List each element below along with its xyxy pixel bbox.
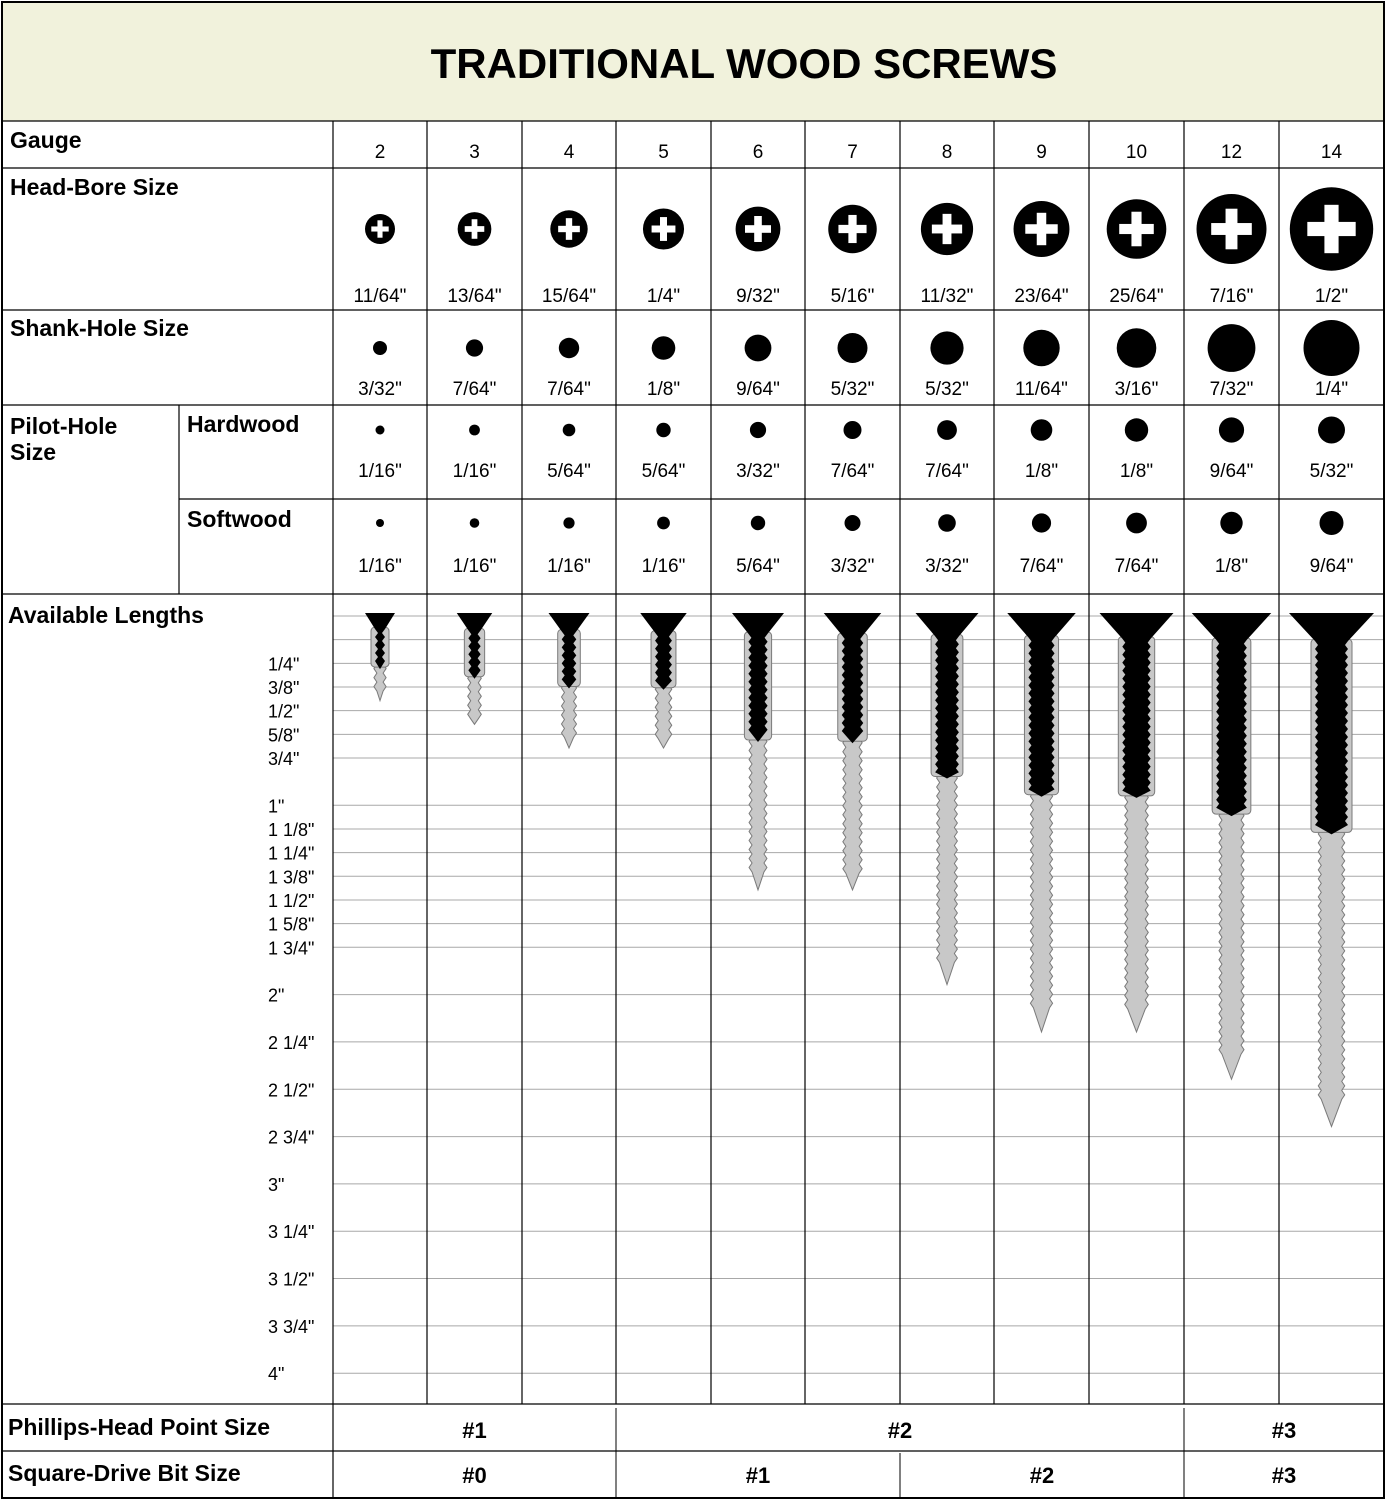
shank-hole-value: 3/16" — [1114, 379, 1159, 400]
gauge-value: 12 — [1220, 142, 1243, 163]
hardwood-pilot-dot — [656, 423, 670, 437]
screw-head — [457, 613, 493, 679]
softwood-pilot-value: 1/16" — [641, 556, 686, 577]
shank-hole-dot — [838, 333, 868, 363]
head-bore-value: 5/16" — [830, 286, 875, 307]
gauge-value: 2 — [374, 142, 386, 163]
square-drive-value: #2 — [1029, 1463, 1055, 1488]
row-label-softwood: Softwood — [187, 506, 292, 532]
head-bore-value: 23/64" — [1014, 286, 1069, 307]
row-label-available-lengths: Available Lengths — [8, 602, 204, 628]
length-tick-label: 1 1/2" — [268, 890, 315, 911]
phillips-plus-icon — [1131, 212, 1141, 247]
length-tick-label: 2 1/2" — [268, 1080, 315, 1101]
shank-hole-dot — [745, 335, 772, 362]
row-label-shank-hole: Shank-Hole Size — [10, 315, 189, 341]
shank-hole-value: 1/4" — [1314, 379, 1349, 400]
hardwood-pilot-dot — [937, 420, 957, 440]
hardwood-pilot-dot — [750, 422, 766, 438]
head-bore-value: 9/32" — [736, 286, 780, 307]
softwood-pilot-dot — [657, 517, 670, 530]
gauge-value: 5 — [658, 142, 669, 163]
softwood-pilot-dot — [751, 516, 765, 530]
hardwood-pilot-dot — [1318, 417, 1345, 444]
screw-head — [1192, 613, 1272, 816]
length-tick-label: 3" — [268, 1174, 285, 1195]
screw-thread — [1125, 784, 1149, 1032]
softwood-pilot-dot — [938, 514, 956, 532]
hardwood-pilot-value: 1/16" — [452, 461, 497, 482]
length-tick-label: 5/8" — [268, 725, 300, 746]
phillips-plus-icon — [1226, 209, 1238, 250]
screw-head — [1289, 613, 1374, 834]
length-tick-label: 3/8" — [268, 677, 300, 698]
screw-head — [824, 613, 882, 743]
shank-hole-value: 7/64" — [452, 379, 497, 400]
row-label-head-bore: Head-Bore Size — [10, 174, 179, 200]
length-tick-label: 3 3/4" — [268, 1316, 315, 1337]
phillips-plus-icon — [943, 214, 952, 244]
square-drive-value: #1 — [745, 1463, 771, 1488]
length-tick-label: 1/4" — [268, 654, 300, 675]
softwood-pilot-value: 1/16" — [358, 556, 402, 577]
softwood-pilot-dot — [563, 517, 574, 528]
hardwood-pilot-value: 5/32" — [1309, 461, 1354, 482]
screw-head — [1007, 613, 1076, 797]
phillips-plus-icon — [754, 216, 762, 242]
shank-hole-value: 5/32" — [925, 379, 969, 400]
phillips-plus-icon — [566, 218, 572, 240]
head-bore-value: 25/64" — [1109, 286, 1164, 307]
gauge-value: 10 — [1125, 142, 1148, 163]
table-frame — [2, 2, 1384, 1498]
shank-hole-dot — [1117, 328, 1157, 368]
phillips-plus-icon — [1324, 205, 1338, 253]
softwood-pilot-dot — [470, 518, 480, 528]
shank-hole-value: 7/32" — [1209, 379, 1254, 400]
head-bore-value: 7/16" — [1209, 286, 1254, 307]
length-tick-label: 4" — [268, 1364, 285, 1385]
gauge-value: 7 — [847, 142, 858, 163]
softwood-pilot-value: 5/64" — [736, 556, 780, 577]
square-drive-value: #3 — [1271, 1463, 1297, 1488]
head-bore-value: 13/64" — [447, 286, 502, 307]
shank-hole-dot — [1304, 320, 1360, 376]
screw-head — [365, 613, 395, 669]
head-bore-value: 11/64" — [353, 286, 407, 307]
pilot-hole-label-line2: Size — [10, 439, 57, 465]
phillips-plus-icon — [660, 217, 667, 241]
length-tick-label: 1 3/8" — [268, 867, 315, 888]
screw-thread — [749, 728, 767, 890]
length-tick-label: 2 1/4" — [268, 1032, 315, 1053]
softwood-pilot-dot — [1320, 511, 1344, 535]
length-tick-label: 1" — [268, 796, 285, 817]
phillips-plus-icon — [848, 215, 856, 243]
softwood-pilot-dot — [1220, 512, 1242, 534]
phillips-plus-icon — [472, 219, 478, 239]
hardwood-pilot-value: 7/64" — [830, 461, 875, 482]
screw-head — [916, 613, 979, 778]
phillips-point-value: #3 — [1271, 1418, 1297, 1443]
shank-hole-dot — [930, 331, 963, 364]
screw-head — [640, 613, 687, 690]
hardwood-pilot-value: 5/64" — [547, 461, 591, 482]
softwood-pilot-dot — [376, 519, 384, 527]
softwood-pilot-value: 7/64" — [1019, 556, 1064, 577]
shank-hole-dot — [1023, 330, 1059, 366]
shank-hole-dot — [373, 341, 387, 355]
softwood-pilot-value: 7/64" — [1114, 556, 1159, 577]
length-tick-label: 3 1/2" — [268, 1269, 315, 1290]
length-tick-label: 2" — [268, 985, 285, 1006]
gauge-value: 9 — [1036, 142, 1047, 163]
hardwood-pilot-value: 1/8" — [1024, 461, 1059, 482]
softwood-pilot-value: 1/16" — [547, 556, 591, 577]
length-tick-label: 1 1/4" — [268, 843, 315, 864]
softwood-pilot-value: 3/32" — [830, 556, 875, 577]
square-drive-value: #0 — [462, 1463, 487, 1488]
gauge-value: 14 — [1320, 142, 1343, 163]
head-bore-value: 1/4" — [646, 286, 681, 307]
pilot-hole-label-line1: Pilot-Hole — [10, 413, 118, 439]
softwood-pilot-value: 9/64" — [1309, 556, 1354, 577]
phillips-point-value: #1 — [462, 1418, 487, 1443]
shank-hole-value: 1/8" — [646, 379, 681, 400]
length-tick-label: 1 3/4" — [268, 938, 315, 959]
shank-hole-dot — [652, 336, 676, 360]
hardwood-pilot-dot — [1031, 419, 1053, 441]
shank-hole-value: 3/32" — [358, 379, 402, 400]
hardwood-pilot-value: 7/64" — [925, 461, 969, 482]
screw-thread — [1318, 820, 1344, 1126]
phillips-point-value: #2 — [887, 1418, 913, 1443]
chart-title: TRADITIONAL WOOD SCREWS — [430, 40, 1058, 87]
row-label-square-drive: Square-Drive Bit Size — [8, 1460, 241, 1486]
phillips-plus-icon — [1037, 213, 1047, 245]
screw-head — [1100, 613, 1174, 798]
shank-hole-dot — [559, 338, 579, 358]
gauge-value: 3 — [469, 142, 480, 163]
screw-thread — [1030, 783, 1052, 1032]
hardwood-pilot-dot — [844, 421, 862, 439]
softwood-pilot-value: 1/8" — [1214, 556, 1249, 577]
hardwood-pilot-value: 9/64" — [1209, 461, 1254, 482]
softwood-pilot-value: 1/16" — [452, 556, 497, 577]
hardwood-pilot-dot — [469, 425, 480, 436]
softwood-pilot-dot — [845, 515, 861, 531]
softwood-pilot-dot — [1126, 513, 1147, 534]
screw-thread — [1219, 802, 1244, 1079]
row-label-phillips-point: Phillips-Head Point Size — [8, 1414, 270, 1440]
head-bore-value: 11/32" — [920, 286, 974, 307]
hardwood-pilot-value: 1/8" — [1119, 461, 1154, 482]
length-tick-label: 3 1/4" — [268, 1222, 315, 1243]
softwood-pilot-value: 3/32" — [925, 556, 969, 577]
gauge-value: 4 — [563, 142, 575, 163]
screw-head — [732, 613, 784, 742]
row-label-gauge: Gauge — [10, 127, 82, 153]
length-tick-label: 1 5/8" — [268, 914, 315, 935]
length-tick-label: 1 1/8" — [268, 819, 315, 840]
softwood-pilot-dot — [1032, 513, 1051, 532]
screw-thread — [843, 729, 862, 890]
length-tick-label: 1/2" — [268, 701, 300, 722]
hardwood-pilot-value: 3/32" — [736, 461, 780, 482]
shank-hole-dot — [466, 339, 483, 356]
hardwood-pilot-value: 5/64" — [641, 461, 686, 482]
shank-hole-dot — [1208, 324, 1256, 372]
gauge-value: 6 — [752, 142, 764, 163]
hardwood-pilot-dot — [1125, 418, 1148, 441]
screw-thread — [937, 764, 958, 984]
shank-hole-value: 11/64" — [1015, 379, 1068, 400]
length-tick-label: 3/4" — [268, 748, 300, 769]
shank-hole-value: 9/64" — [736, 379, 780, 400]
shank-hole-value: 7/64" — [547, 379, 591, 400]
hardwood-pilot-dot — [1219, 417, 1244, 442]
row-label-pilot-hole — [10, 413, 124, 465]
shank-hole-value: 5/32" — [830, 379, 875, 400]
phillips-plus-icon — [377, 220, 382, 237]
gauge-value: 8 — [941, 142, 953, 163]
screw-head — [549, 613, 590, 689]
hardwood-pilot-dot — [563, 424, 576, 437]
length-tick-label: 2 3/4" — [268, 1127, 315, 1148]
head-bore-value: 1/2" — [1314, 286, 1349, 307]
hardwood-pilot-dot — [376, 426, 385, 435]
row-label-hardwood: Hardwood — [187, 411, 300, 437]
head-bore-value: 15/64" — [541, 286, 597, 307]
hardwood-pilot-value: 1/16" — [358, 461, 402, 482]
